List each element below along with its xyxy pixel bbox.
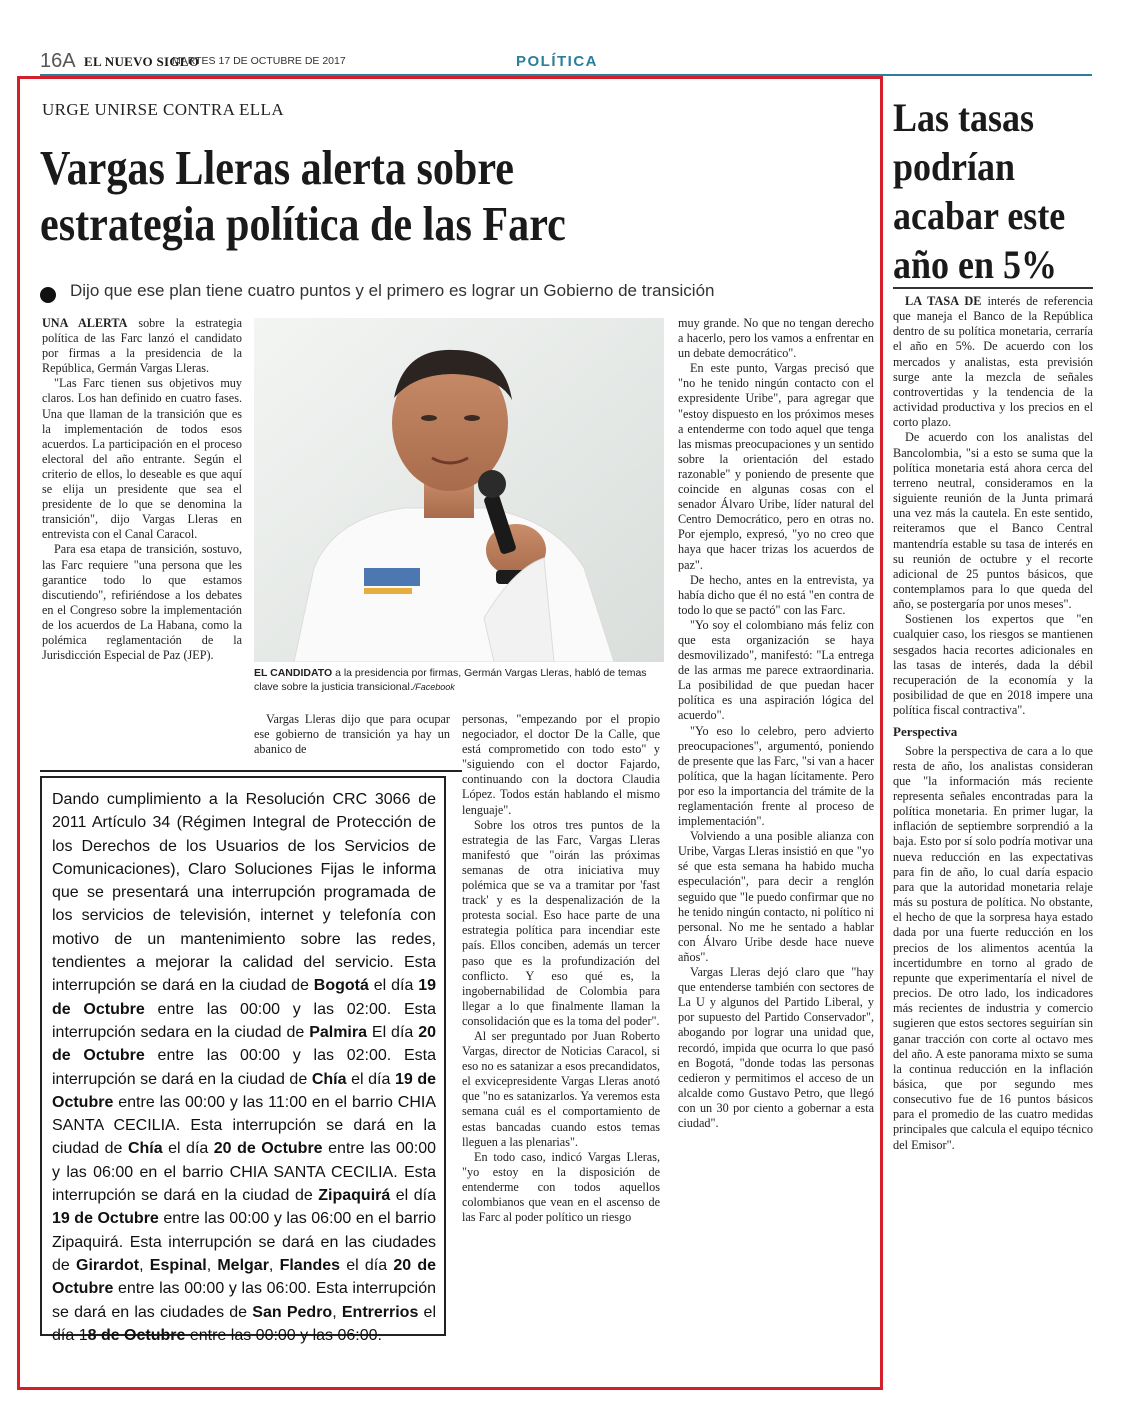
paragraph: "Las Farc tienen sus objetivos muy claros. Los han definido en cuatro fases. Una que llaman de la transición que es la implementación de todos esos acuerdos. La participación en el proceso electoral del año entrante. Según el criterio de ellos, lo deseable es que aquí se elija un presidente que sea el presidente de lo que se denomina la transición", dijo Vargas Lleras en entrevista con el Canal Caracol. — [42, 376, 242, 542]
paragraph: UNA ALERTA sobre la estrategia política de las Farc lanzó el candidato por firmas a la presidencia de la República, Germán Vargas Lleras. — [42, 316, 243, 376]
photo-credit: /Facebook — [412, 682, 455, 692]
paragraph: muy grande. No que no tengan derecho a hacerlo, pero los vamos a enfrentar en un debate democrático". — [678, 316, 874, 361]
candidate-photo — [254, 318, 664, 662]
article-column-2 — [254, 712, 450, 757]
issue-date: MARTES 17 DE OCTUBRE DE 2017 — [172, 55, 346, 67]
sidebar-rule — [893, 287, 1093, 289]
paragraph: Sobre los otros tres puntos de la estrategia de las Farc, Vargas Lleras manifestó que "oirán las próximas semanas de otra iniciativa muy polémica que se va a tramitar por 'fast track' y es la despenalización de la protesta social. Eso hace parte de una estrategia política para incendiar este país. Ellos conciben, además un tercer paso que es la profundización del conflicto. Y eso qué es, la ingobernabilidad de Colombia para llegar a lo que finalmente llaman la consolidación que es la toma del poder". — [462, 817, 660, 1028]
notice-top-rule — [40, 770, 462, 772]
lead-in: LA TASA DE — [905, 294, 982, 308]
article-column-3 — [462, 712, 660, 1225]
service-interruption-notice: Dando cumplimiento a la Resolución CRC 3066 de 2011 Artículo 34 (Régimen Integral de Protección de los Derechos de los Usuarios de los Servicios de Comunicaciones), Claro Soluciones Fijas le informa que se presentará una interrupción programada de los servicios de televisión, internet y telefonía con motivo de un mantenimiento sobre las redes, tendientes a mejorar la calidad del servicio. Esta interrupción se dará en la ciudad de Bogotá el día 19 de Octubre entre las 00:00 y las 02:00. Esta interrupción sedara en la ciudad de Palmira El día 20 de Octubre entre las 00:00 y las 02:00. Esta interrupción se dará en la ciudad de Chía el día 19 de Octubre entre las 00:00 y las 11:00 en el barrio CHIA SANTA CECILIA. Esta interrupción se dará en la ciudad de Chía el día 20 de Octubre entre las 00:00 y las 06:00 en el barrio CHIA SANTA CECILIA. Esta interrupción se dará en la ciudad de Zipaquirá el día 19 de Octubre entre las 00:00 y las 06:00 en el barrio Zipaquirá. Esta interrupción se dará en las ciudades de Girardot, Espinal, Melgar, Flandes el día 20 de Octubre entre las 00:00 y las 06:00. Esta interrupción se dará en las ciudades de San Pedro, Entrerrios el día 18 de Octubre entre las 00:00 y las 06:00. — [40, 776, 446, 1336]
paragraph: Volviendo a una posible alianza con Uribe, Vargas Lleras insistió en que "yo sé que esta semana ha habido mucha especulación", para decir a renglón seguido que "le puedo confirmar que no he tenido ningún contacto, ni político ni personal. No me he sentado a hablar con Álvaro Uribe desde hace nueve años". — [678, 829, 874, 964]
article-summary: Dijo que ese plan tiene cuatro puntos y el primero es lograr un Gobierno de transición — [70, 281, 715, 300]
paragraph: Sobre la perspectiva de cara a lo que resta de año, los analistas consideran que "la información más reciente representa señales encontradas para la política monetaria. En primer lugar, la inflación de septiembre sorprendió a la baja. Esto por sí solo podría motivar una nueva reducción en las expectativas para fin de año, lo cual daría espacio para que la autoridad monetaria relaje más su postura de política. No obstante, el hecho de que la sorpresa haya estado dada por una fuerte reducción en los precios de los alimentos acentúa la incertidumbre en torno al grado de repunte que experimentaría el nivel de precios. De otro lado, los indicadores más recientes de industria y comercio sugieren que estos sectores seguirían sin ganar tracción con corte al octavo mes del año. A este panorama mixto se suma la continua reducción en la inflación básica, que por segundo mes consecutivo fue de 16 puntos básicos para el promedio de las cuatro medidas principales que calcula el equipo técnico del Emisor". — [893, 743, 1093, 1152]
paragraph: En todo caso, indicó Vargas Lleras, "yo estoy en la disposición de entenderme con todos aquellos colombianos que vean en el ascenso de las Farc al poder político un riesgo — [462, 1149, 660, 1225]
paragraph: Al ser preguntado por Juan Roberto Vargas, director de Noticias Caracol, si eso no es satanizar a esos precandidatos, el exvicepresidente Vargas Lleras anotó que "no es satanizarlos. Ya veremos esta semana cuál es el comportamiento de estas bancadas cuando estos temas lleguen a las plenarias". — [462, 1028, 660, 1149]
paragraph: Sostienen los expertos que "en cualquier caso, los riesgos se mantienen sesgados hacia recortes adicionales en las tasas de interés, dada la débil recuperación de la economía y la posibilidad de que en 2018 impere una política fiscal contractiva". — [893, 612, 1093, 718]
photo-caption — [254, 666, 664, 694]
paragraph: Vargas Lleras dejó claro que "hay que entenderse también con sectores de La U y algunos del Partido Liberal, y por supuesto del Partido Conservador", abogando por lograr una unidad que, recordó, impida que ocurra lo que pasó en Bogotá, "donde todas las personas cedieron y permitimos el acceso de un alcalde como Gustavo Petro, que llegó con un 30 por ciento a gobernar a esta ciudad". — [678, 965, 874, 1130]
caption-text: a la presidencia por firmas, Germán Vargas Lleras, habló de temas clave sobre la justicia transicional. — [254, 667, 647, 693]
article-column-1 — [42, 316, 242, 663]
article-kicker: URGE UNIRSE CONTRA ELLA — [42, 100, 285, 119]
sidebar-headline: Las tasas podrían acabar este año en 5% — [893, 95, 1066, 287]
lead-in: UNA ALERTA — [42, 316, 128, 330]
subheading: Perspectiva — [893, 724, 958, 740]
paragraph: Vargas Lleras dijo que para ocupar ese gobierno de transición ya hay un abanico de — [254, 712, 450, 757]
headline-line-1: Vargas Lleras alerta sobre — [40, 140, 515, 195]
paragraph: Para esa etapa de transición, sostuvo, las Farc requiere "una persona que les garantice todo lo que estamos discutiendo", refiriéndose a los debates en el Congreso sobre la implementación de los acuerdos de La Habana, como la polémica reglamentación de la Jurisdicción Especial de Paz (JEP). — [42, 542, 242, 663]
bullet-icon — [40, 287, 56, 303]
article-headline — [40, 140, 866, 252]
headline-line-2: estrategia política de las Farc — [40, 196, 566, 251]
article-column-4 — [678, 316, 874, 1131]
section-name: POLÍTICA — [516, 53, 598, 70]
paragraph: personas, "empezando por el propio negociador, el doctor De la Calle, que está comprometido con todo esto" y "siguiendo con el doctor Fajardo, continuando con la doctora Claudia López. Todos están hablando el mismo lenguaje". — [462, 712, 660, 817]
sidebar-body — [893, 294, 1093, 1153]
page-header — [0, 50, 1125, 74]
paragraph: LA TASA DE interés de referencia que maneja el Banco de la República dentro de su política monetaria, cerraría el año en 5%. De acuerdo con los mercados y analistas, esta previsión surge ante la mezcla de señales controvertidas y la tendencia de la actividad productiva y los precios en el corto plazo. — [893, 294, 1094, 430]
newspaper-name: EL NUEVO SIGLO — [84, 54, 200, 69]
paragraph: "Yo eso lo celebro, pero advierto preocupaciones", argumentó, poniendo de presente que las Farc, "si van a hacer política, que la hagan lícitamente. Pero por eso la importancia del trámite de la reglamentación frente al proceso de implementación". — [678, 723, 874, 829]
paragraph: De hecho, antes en la entrevista, ya había dicho que él no está "en contra de todo lo que se pactó" con las Farc. — [678, 572, 874, 617]
caption-lead: EL CANDIDATO — [254, 667, 333, 679]
paragraph: "Yo soy el colombiano más feliz con que esta organización se haya desmovilizado", manifestó: "La entrega de las armas me parece extraordinaria. La posibilidad de que puedan hacer política es una aspiración lógica del acuerdo". — [678, 617, 874, 723]
page-number: 16A — [40, 50, 76, 72]
paragraph: En este punto, Vargas precisó que "no he tenido ningún contacto con el expresidente Uribe", para agregar que "estoy dispuesto en los próximos meses a entenderme con todo aquel que tenga las mismas preocupaciones y un sentido sobre la orientación del estado razonable" y poniendo de presente que coincide en algunas cosas con el senador Álvaro Uribe, líder natural del Centro Democrático, pero en otras no. Por ejemplo, expresó, "yo no creo que haya que hacer trizas los acuerdos de paz". — [678, 361, 874, 572]
paragraph: De acuerdo con los analistas del Bancolombia, "si a esto se suma que la política monetaria está ahora cerca del terreno neutral, consideramos en la siguiente reunión de la Junta primará una vez más la cautela. En este sentido, reiteramos que el Banco Central mantendría estable su tasa de interés en su reunión de octubre y el recorte adicional de 25 puntos básicos, que contemplamos para lo que queda del año, se postergaría por unos meses". — [893, 430, 1093, 612]
